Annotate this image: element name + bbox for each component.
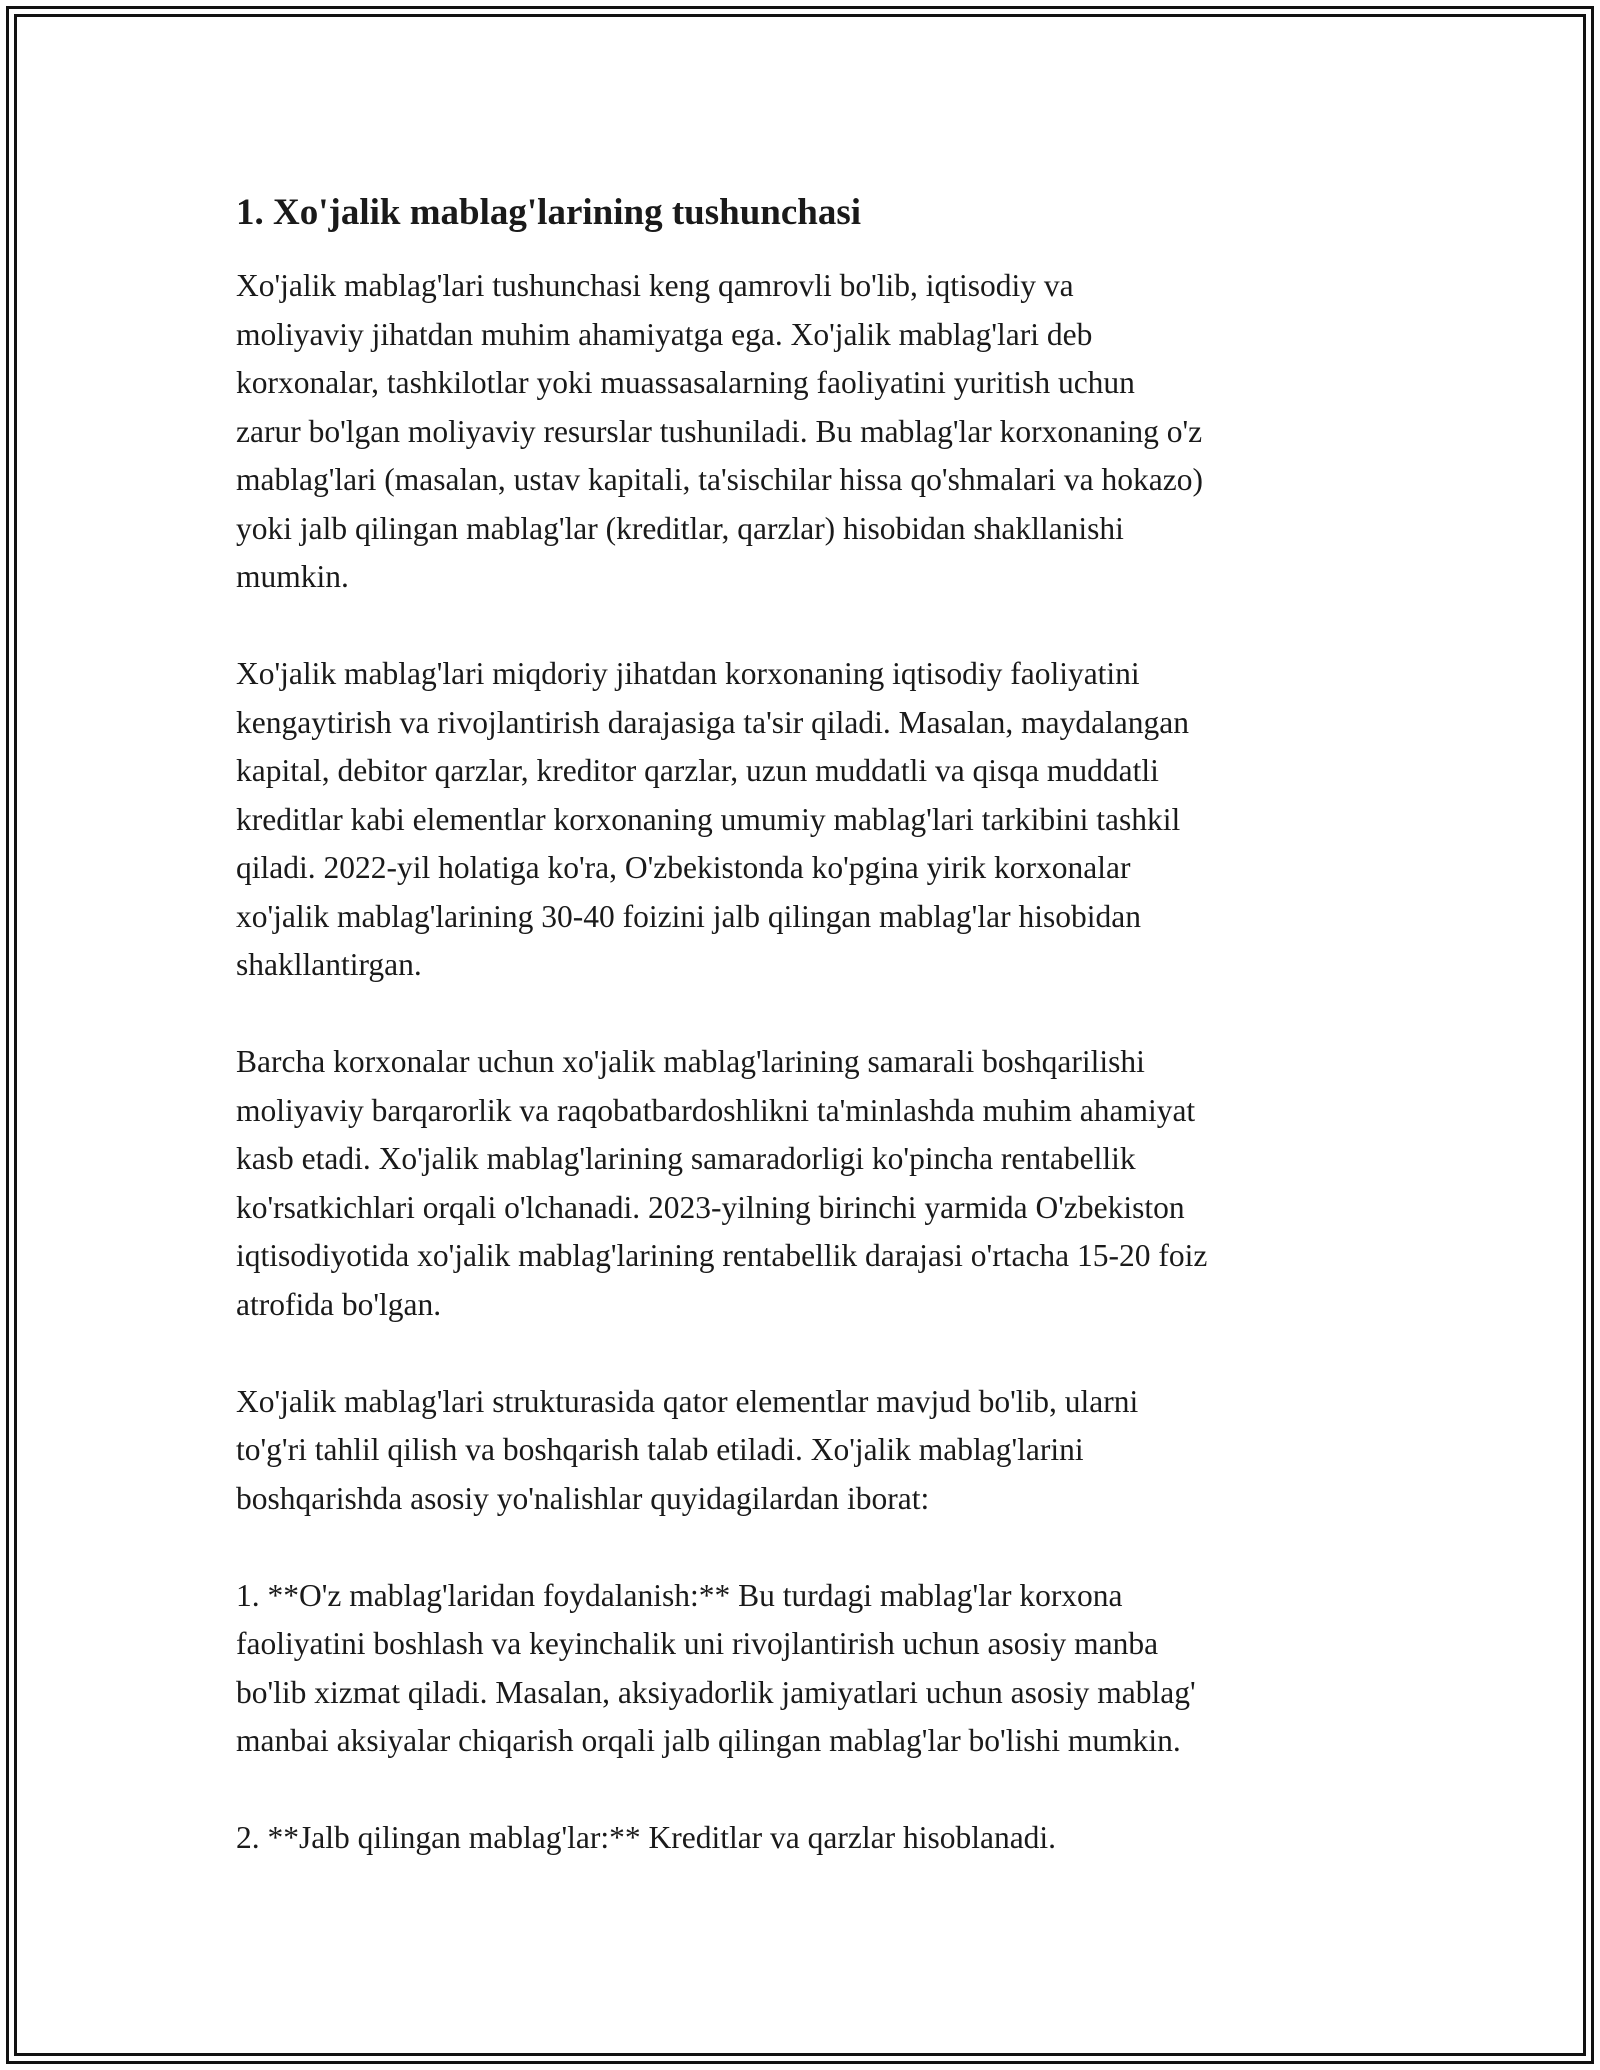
list-item-borrowed-funds: 2. **Jalb qilingan mablag'lar:** Kreditlar va qarzlar hisoblanadi.	[236, 1820, 1057, 1855]
paragraph-structure: Xo'jalik mablag'lari strukturasida qator elementlar mavjud bo'lib, ularni to'g'ri tahlil qilish va boshqarish talab etiladi. Xo'jalik mablag'larini boshqarishda asosiy yo'nalishlar quyidagilardan iborat:	[236, 1383, 1139, 1516]
paragraph-management: Barcha korxonalar uchun xo'jalik mablag'larining samarali boshqarilishi moliyaviy barqarorlik va raqobatbardoshlikni ta'minlashda muhim ahamiyat kasb etadi. Xo'jalik mablag'larining samaradorligi ko'pincha rentabellik ko'rsatkichlari orqali o'lchanadi. 2023-yilning birinchi yarmida O'zbekiston iqtisodiyotida xo'jalik mablag'larining rentabellik darajasi o'rtacha 15-20 foiz atrofida bo'lgan.	[236, 1044, 1208, 1322]
paragraph-quantitative: Xo'jalik mablag'lari miqdoriy jihatdan korxonaning iqtisodiy faoliyatini kengaytirish va rivojlantirish darajasiga ta'sir qiladi. Masalan, maydalangan kapital, debitor qarzlar, kreditor qarzlar, uzun muddatli va qisqa muddatli kreditlar kabi elementlar korxonaning umumiy mablag'lari tarkibini tashkil qiladi. 2022-yil holatiga ko'ra, O'zbekistonda ko'pgina yirik korxonalar xo'jalik mablag'larining 30-40 foizini jalb qilingan mablag'lar hisobidan shakllantirgan.	[236, 656, 1190, 982]
list-item-own-funds: 1. **O'z mablag'laridan foydalanish:** Bu turdagi mablag'lar korxona faoliyatini boshlash va keyinchalik uni rivojlantirish uchun asosiy manba bo'lib xizmat qiladi. Masalan, aksiyadorlik jamiyatlari uchun asosiy mablag' manbai aksiyalar chiqarish orqali jalb qilingan mablag'lar bo'lishi mumkin.	[236, 1577, 1196, 1758]
paragraph-concept: Xo'jalik mablag'lari tushunchasi keng qamrovli bo'lib, iqtisodiy va moliyaviy jihatdan muhim ahamiyatga ega. Xo'jalik mablag'lari deb korxonalar, tashkilotlar yoki muassasalarning faoliyatini yuritish uchun zarur bo'lgan moliyaviy resurslar tushuniladi. Bu mablag'lar korxonaning o'z mablag'lari (masalan, ustav kapitali, ta'sischilar hissa qo'shmalari va hokazo) yoki jalb qilingan mablag'lar (kreditlar, qarzlar) hisobidan shakllanishi mumkin.	[236, 268, 1203, 594]
section-heading: 1. Xo'jalik mablag'larining tushunchasi	[236, 192, 862, 233]
document-body	[236, 186, 1376, 1863]
